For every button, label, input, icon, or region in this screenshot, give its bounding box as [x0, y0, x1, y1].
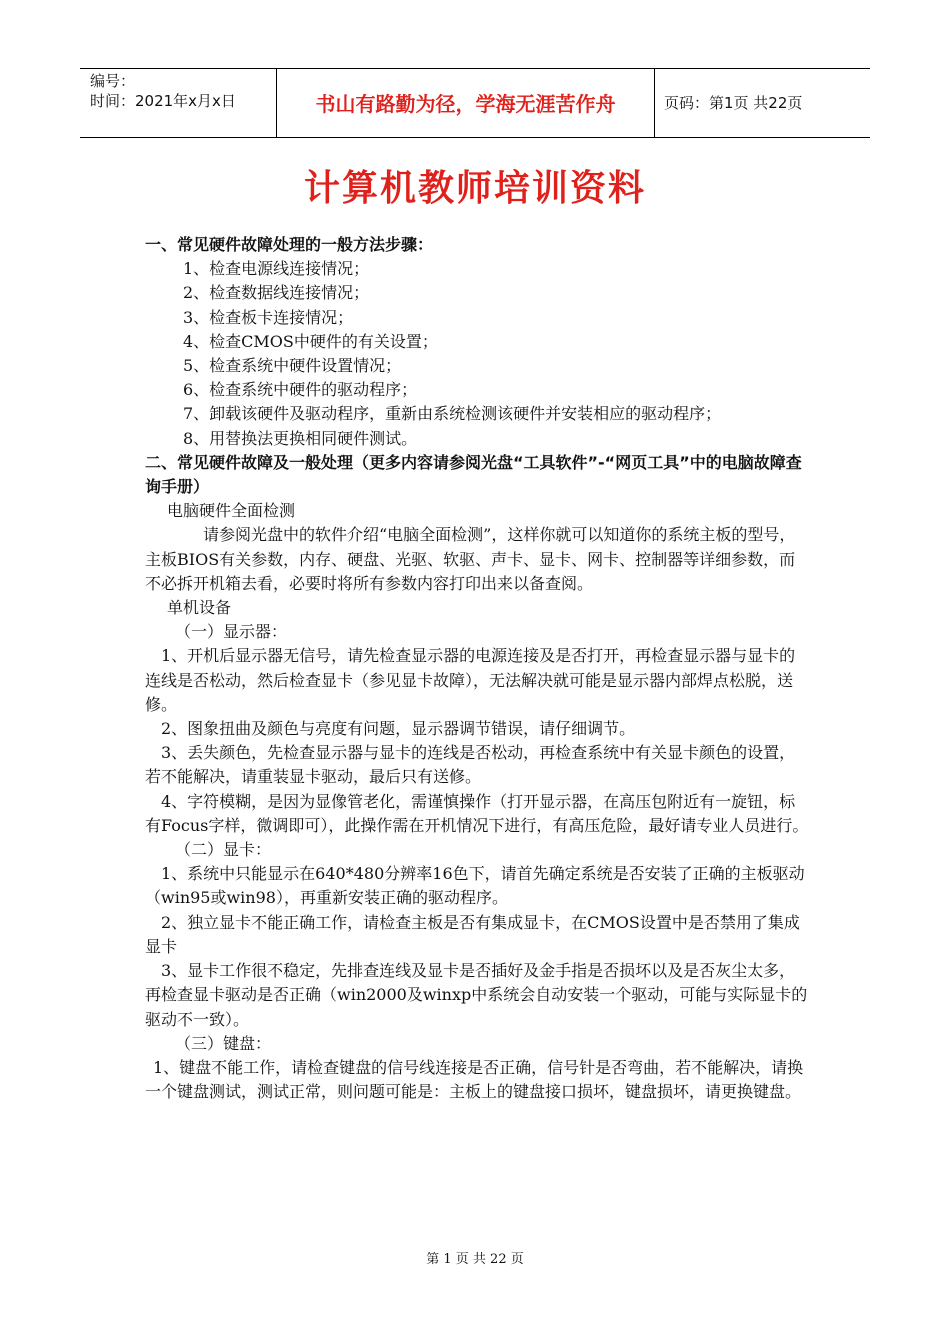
paragraph: （二）显卡：	[175, 840, 272, 860]
section-heading: 二、常见硬件故障及一般处理（更多内容请参阅光盘“工具软件”-“网页工具”中的电脑故障查询手册）	[145, 452, 802, 497]
document-body	[145, 233, 810, 1104]
paragraph: 5、检查系统中硬件设置情况；	[183, 356, 402, 376]
paragraph: 3、丢失颜色，先检查显示器与显卡的连线是否松动，再检查系统中有关显卡颜色的设置，若不能解决，请重装显卡驱动，最后只有送修。	[145, 743, 796, 787]
paragraph: 3、显卡工作很不稳定，先排查连线及显卡是否插好及金手指是否损坏以及是否灰尘太多，再检查显卡驱动是否正确（win2000及winxp中系统会自动安装一个驱动，可能与实际显卡的驱动不一致）。	[145, 961, 808, 1029]
paragraph: （一）显示器：	[175, 622, 288, 642]
header-divider	[654, 69, 655, 137]
paragraph: 2、检查数据线连接情况；	[183, 283, 370, 303]
paragraph: 1、检查电源线连接情况；	[183, 259, 370, 279]
paragraph: 请参阅光盘中的软件介绍“电脑全面检测”，这样你就可以知道你的系统主板的型号，主板BIOS有关参数，内存、硬盘、光驱、软驱、声卡、显卡、网卡、控制器等详细参数，而不必拆开机箱去看，必要时将所有参数内容打印出来以备查阅。	[145, 525, 796, 593]
paragraph: 2、独立显卡不能正确工作，请检查主板是否有集成显卡，在CMOS设置中是否禁用了集成显卡	[145, 912, 800, 956]
paragraph: 4、字符模糊，是因为显像管老化，需谨慎操作（打开显示器，在高压包附近有一旋钮，标有Focus字样，微调即可），此操作需在开机情况下进行，有高压危险，最好请专业人员进行。	[145, 791, 809, 835]
header-page-label: 页码：第1页 共22页	[664, 94, 803, 112]
paragraph: 1、系统中只能显示在640*480分辨率16色下，请首先确定系统是否安装了正确的主板驱动（win95或win98），再重新安装正确的驱动程序。	[145, 864, 805, 908]
header-meta	[90, 71, 236, 111]
time-label: 时间：2021年x月x日	[90, 92, 236, 110]
paragraph: 6、检查系统中硬件的驱动程序；	[183, 380, 418, 400]
paragraph: （三）键盘：	[175, 1033, 272, 1053]
paragraph: 4、检查CMOS中硬件的有关设置；	[183, 331, 438, 351]
paragraph: 1、键盘不能工作，请检查键盘的信号线连接是否正确，信号针是否弯曲，若不能解决，请换一个键盘测试，测试正常，则问题可能是：主板上的键盘接口损坏，键盘损坏，请更换键盘。	[145, 1057, 804, 1102]
paragraph: 1、开机后显示器无信号，请先检查显示器的电源连接及是否打开，再检查显示器与显卡的连线是否松动，然后检查显卡（参见显卡故障），无法解决就可能是显示器内部焊点松脱，送修。	[145, 646, 796, 714]
paragraph: 电脑硬件全面检测	[167, 501, 296, 521]
page-footer: 第 1 页 共 22 页	[426, 1252, 524, 1267]
paragraph: 2、图象扭曲及颜色与亮度有问题，显示器调节错误，请仔细调节。	[161, 719, 636, 739]
page-header	[80, 68, 870, 138]
document-title: 计算机教师培训资料	[303, 168, 646, 209]
section-heading: 一、常见硬件故障处理的一般方法步骤：	[145, 235, 434, 254]
paragraph: 单机设备	[167, 598, 232, 618]
number-label: 编号：	[90, 72, 136, 90]
paragraph: 7、卸载该硬件及驱动程序，重新由系统检测该硬件并安装相应的驱动程序；	[183, 404, 722, 424]
header-motto: 书山有路勤为径，学海无涯苦作舟	[315, 92, 616, 116]
paragraph: 3、检查板卡连接情况；	[183, 307, 354, 327]
paragraph: 8、用替换法更换相同硬件测试。	[183, 428, 418, 448]
